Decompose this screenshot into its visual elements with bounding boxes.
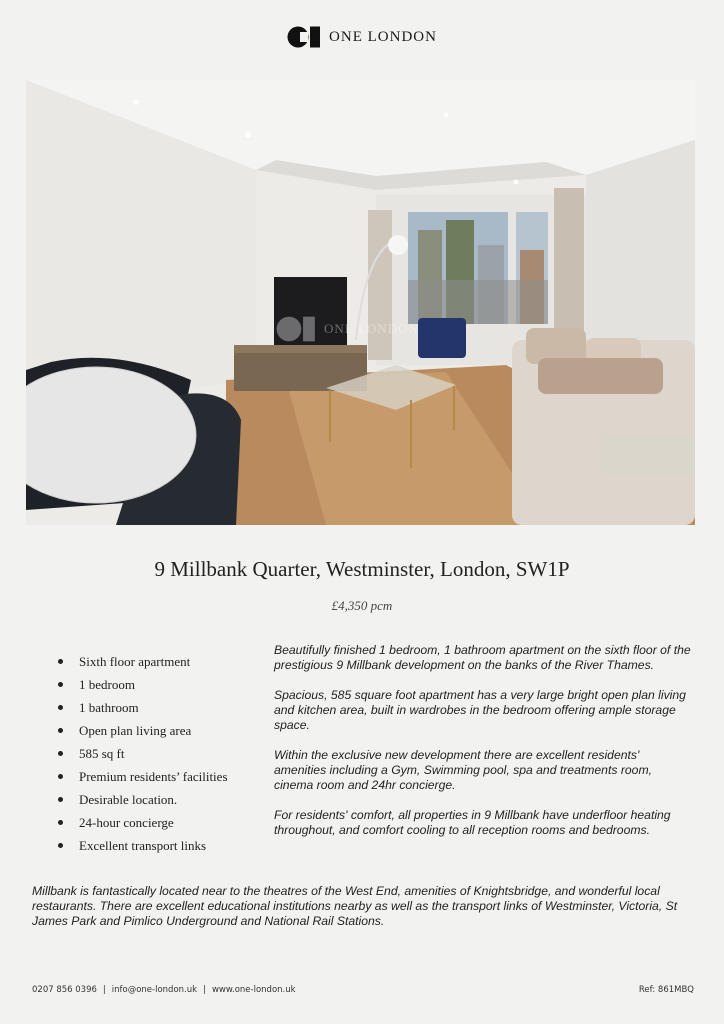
feature-item: Premium residents’ facilities xyxy=(58,765,228,788)
feature-item: Open plan living area xyxy=(58,719,228,742)
bullet-icon xyxy=(58,820,63,825)
feature-list xyxy=(58,650,228,857)
property-address: 9 Millbank Quarter, Westminster, London, SW1P xyxy=(154,557,570,581)
watermark-text: ONE LONDON xyxy=(324,321,419,336)
feature-item: Sixth floor apartment xyxy=(58,650,228,673)
bullet-icon xyxy=(58,659,63,664)
bullet-icon xyxy=(58,751,63,756)
bullet-icon xyxy=(58,728,63,733)
footer xyxy=(32,985,694,995)
photo-watermark xyxy=(276,316,419,342)
feature-item: 1 bedroom xyxy=(58,673,228,696)
brand-name: ONE LONDON xyxy=(329,28,437,45)
description-paragraph: Within the exclusive new development there are excellent residents' amenities including a Gym, Swimming pool, spa and treatments room, cinema room and 24hr concierge. xyxy=(274,748,652,792)
reference-number: Ref: 861MBQ xyxy=(638,985,694,995)
footer-separator: | xyxy=(203,985,206,995)
website-link[interactable]: www.one-london.uk xyxy=(211,985,296,995)
footer-separator: | xyxy=(102,985,106,995)
phone-number[interactable]: 0207 856 0396 xyxy=(32,985,97,995)
watermark-logo-icon xyxy=(276,316,316,342)
description-paragraph: Spacious, 585 square foot apartment has a very large bright open plan living and kitchen area, built in wardrobes in the bedroom offering ample storage space. xyxy=(274,688,686,732)
description-paragraph: Beautifully finished 1 bedroom, 1 bathroom apartment on the sixth floor of the prestigious 9 Millbank development on the banks of the River Thames. xyxy=(274,643,691,672)
one-london-logo-icon xyxy=(287,26,321,48)
feature-item: Desirable location. xyxy=(58,788,228,811)
brand-header xyxy=(0,26,724,48)
bullet-icon xyxy=(58,705,63,710)
bullet-icon xyxy=(58,843,63,848)
property-price: £4,350 pcm xyxy=(331,598,393,613)
feature-item: 1 bathroom xyxy=(58,696,228,719)
bullet-icon xyxy=(58,682,63,687)
bullet-icon xyxy=(58,797,63,802)
description-paragraph: For residents' comfort, all properties in 9 Millbank have underfloor heating throughout, and comfort cooling to all reception rooms and bedrooms. xyxy=(274,808,671,837)
property-description xyxy=(274,643,694,853)
living-room-photo-icon xyxy=(26,80,695,525)
feature-item: Excellent transport links xyxy=(58,834,228,857)
location-summary: Millbank is fantastically located near to the theatres of the West End, amenities of Knightsbridge, and wonderful local restaurants. There are excellent educational institutions nearby as well as the transport links of Westminster, Victoria, St James Park and Pimlico Underground and National Rail Stations. xyxy=(32,884,678,928)
property-photo xyxy=(26,80,695,525)
feature-item: 585 sq ft xyxy=(58,742,228,765)
feature-item: 24-hour concierge xyxy=(58,811,228,834)
email-link[interactable]: info@one-london.uk xyxy=(111,985,198,995)
contact-details xyxy=(32,985,296,995)
bullet-icon xyxy=(58,774,63,779)
